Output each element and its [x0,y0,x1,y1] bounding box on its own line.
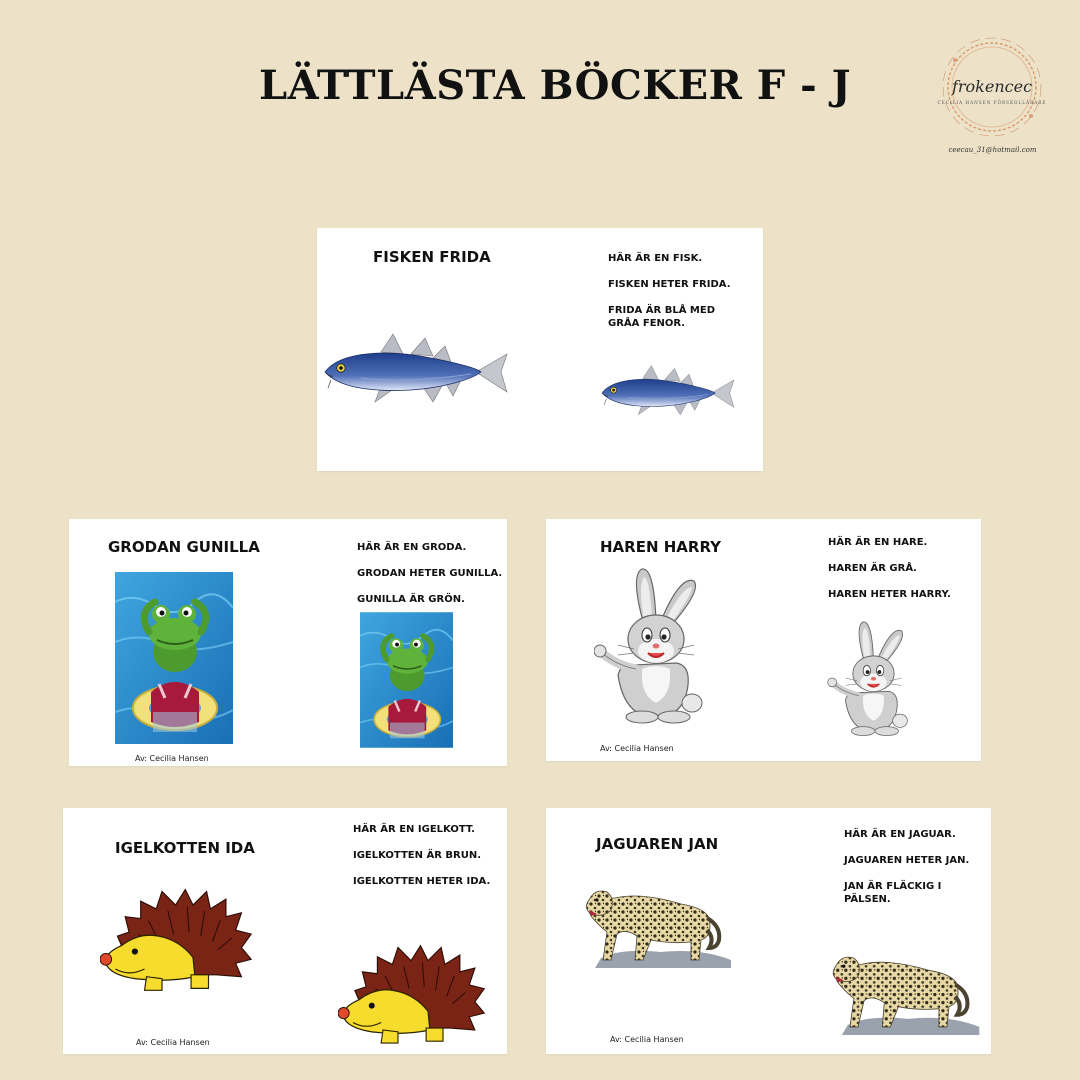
page-title: LÄTTLÄSTA BÖCKER F - J [258,62,852,109]
book-title: GRODAN GUNILLA [108,538,260,556]
book-line: HÄR ÄR EN HARE. [828,537,928,548]
logo-text: frokencec [951,77,1033,96]
logo-wreath-icon [935,32,1050,142]
logo-subtitle: CECILIA HANSEN FÖRSKOLLÄRARE [937,100,1047,105]
author-label: Av: Cecilia Hansen [135,754,209,763]
book-line: HÄR ÄR EN IGELKOTT. [353,824,475,835]
frog-icon [360,612,453,748]
book-text [353,823,490,901]
logo [935,32,1050,162]
logo-email: ceecau_31@hotmail.com [948,146,1037,154]
hare-icon [826,619,918,737]
book-line: GUNILLA ÄR GRÖN. [357,594,465,605]
jaguar-icon [580,878,732,968]
book-text [608,252,748,343]
book-line: HAREN HETER HARRY. [828,589,951,600]
book-title: JAGUAREN JAN [596,835,719,853]
book-text [357,541,502,619]
hare-icon [594,565,714,725]
book-line: JAGUAREN HETER JAN. [844,855,970,866]
book-text [828,536,951,614]
book-line: IGELKOTTEN ÄR BRUN. [353,850,482,861]
book-line: JAN ÄR FLÄCKIG I PÄLSEN. [844,881,942,905]
book-line: HAREN ÄR GRÅ. [828,563,917,574]
book-title: FISKEN FRIDA [373,248,491,266]
fish-icon [599,364,737,422]
book-line: HÄR ÄR EN GRODA. [357,542,467,553]
book-card-igelkotten-ida[interactable] [63,808,507,1054]
author-label: Av: Cecilia Hansen [600,744,674,753]
book-line: IGELKOTTEN HETER IDA. [353,876,491,887]
book-line: HÄR ÄR EN FISK. [608,253,703,264]
jaguar-icon [826,944,981,1035]
author-label: Av: Cecilia Hansen [136,1038,210,1047]
book-line: FRIDA ÄR BLÅ MED GRÅA FENOR. [608,305,715,329]
book-card-jaguaren-jan[interactable] [546,808,991,1054]
book-text [844,828,991,919]
book-card-haren-harry[interactable] [546,519,981,761]
book-title: IGELKOTTEN IDA [115,839,255,857]
book-card-fisken-frida[interactable] [317,228,763,471]
fish-icon [321,332,511,412]
hedgehog-icon [100,881,255,994]
hedgehog-icon [338,938,488,1046]
book-line: GRODAN HETER GUNILLA. [357,568,503,579]
book-line: HÄR ÄR EN JAGUAR. [844,829,956,840]
book-line: FISKEN HETER FRIDA. [608,279,731,290]
book-card-grodan-gunilla[interactable] [69,519,507,766]
book-title: HAREN HARRY [600,538,722,556]
frog-icon [115,572,233,744]
author-label: Av: Cecilia Hansen [610,1035,684,1044]
